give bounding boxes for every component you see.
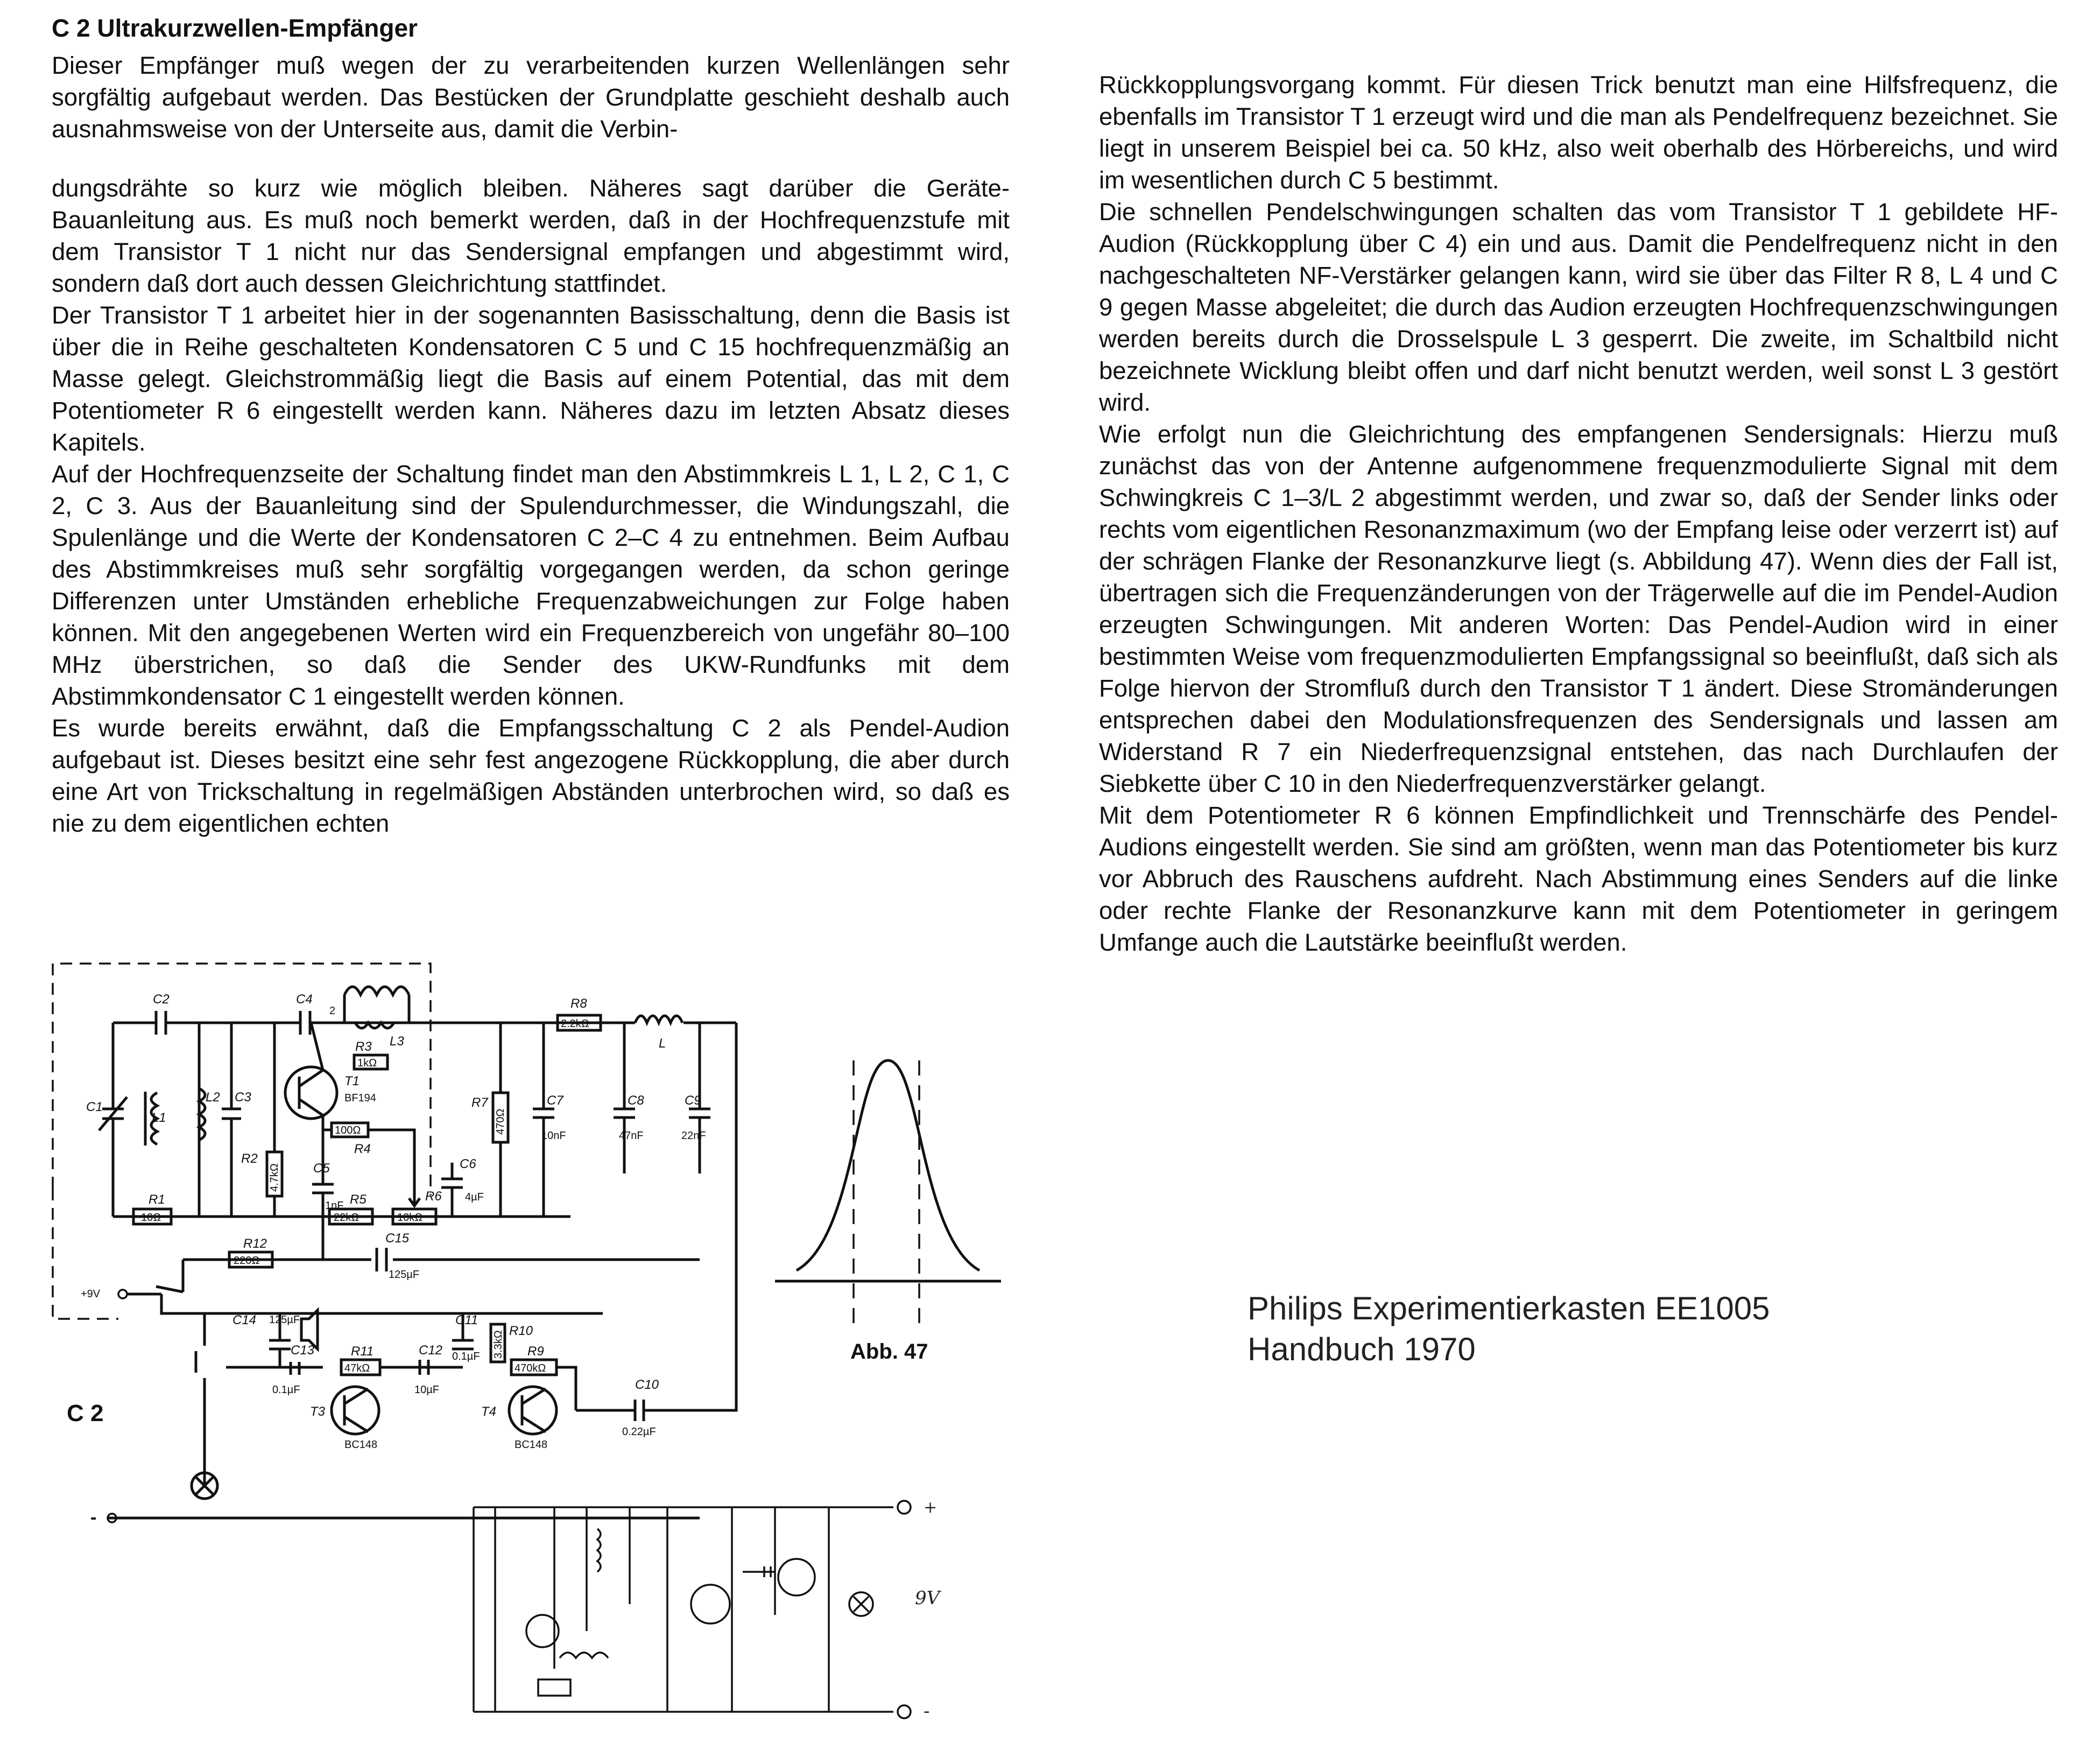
- c8-value: 47nF: [619, 1130, 644, 1142]
- c15-label: C15: [385, 1231, 410, 1246]
- hand-sketch: [463, 1496, 1001, 1733]
- paragraph: Die schnellen Pendelschwingungen schalten das vom Transistor T 1 gebildete HF-Audion (Rückkopplung über C 4) ein und aus. Damit die Pendelfrequenz nicht in den nachgeschalteten NF-Verstärker gelangen kann, wird sie über das Filter R 8, L 4 und C 9 gegen Masse abgeleitet; die durch das Audion erzeugten Hochfrequenzschwingungen werden bereits durch die Drosselspule L 3 gesperrt. Die zweite, im Schaltbild nicht bezeichnete Wicklung bleibt offen und darf nicht benutzt werden, weil sonst L 3 gestört wird.: [1099, 198, 2058, 416]
- c15-value: 125µF: [389, 1269, 420, 1281]
- page-heading: C 2 Ultrakurzwellen-Empfänger: [52, 14, 418, 42]
- left-column-bottom: [52, 172, 1010, 839]
- r9-value: 470kΩ: [515, 1362, 546, 1374]
- paragraph: Dieser Empfänger muß wegen der zu verarbeitenden kurzen Wellenlängen sehr sorgfältig aufgebaut werden. Das Bestücken der Grundplatte geschieht deshalb auch ausnahmsweise von der Unterseite aus, damit die Verbin-: [52, 52, 1010, 143]
- r8-value: 2.2kΩ: [561, 1018, 589, 1030]
- c6-label: C6: [460, 1157, 476, 1171]
- c3-label: C3: [235, 1090, 251, 1105]
- r10-label: R10: [509, 1324, 533, 1338]
- t4-type: BC148: [515, 1439, 548, 1451]
- paragraph: Auf der Hochfrequenzseite der Schaltung findet man den Abstimmkreis L 1, L 2, C 1, C 2, C 3. Aus der Bauanleitung sind der Spulendurchmesser, die Windungszahl, die Spulenlänge und die Werte der Kondensatoren C 2–C 4 zu entnehmen. Beim Aufbau des Abstimmkreises muß sehr sorgfältig vorgegangen werden, da schon geringe Differenzen unter Umständen erhebliche Frequenzabweichungen zur Folge haben können. Mit den angegebenen Werten wird ein Frequenzbereich von ungefähr 80–100 MHz überstrichen, so daß die Sender des UKW-Rundfunks mit dem Abstimmkondensator C 1 eingestellt werden können.: [52, 460, 1010, 710]
- sketch-plus: +: [924, 1498, 938, 1517]
- l3-label: L3: [390, 1034, 404, 1049]
- c7-label: C7: [547, 1093, 563, 1108]
- caption-line-2: Handbuch 1970: [1248, 1331, 1476, 1367]
- t1-type: BF194: [344, 1092, 376, 1104]
- t3-label: T3: [310, 1404, 326, 1419]
- caption-line-1: Philips Experimentierkasten EE1005: [1248, 1290, 1770, 1326]
- paragraph: Rückkopplungsvorgang kommt. Für diesen Trick benutzt man eine Hilfsfrequenz, die ebenfalls im Transistor T 1 erzeugt wird und die man als Pendelfrequenz bezeichnet. Sie liegt in unserem Beispiel bei ca. 50 kHz, also weit oberhalb des Hörbereichs, und wird im wesentlichen durch C 5 bestimmt.: [1099, 71, 2058, 194]
- left-column-top: [52, 50, 1010, 145]
- figure-label: Abb. 47: [850, 1340, 928, 1364]
- r4-value: 100Ω: [335, 1125, 361, 1136]
- r12-label: R12: [243, 1236, 267, 1251]
- r2-value: 4.7kΩ: [269, 1163, 280, 1192]
- c6-value: 4µF: [465, 1191, 484, 1203]
- c13-value: 0.1µF: [272, 1384, 300, 1396]
- r7-label: R7: [471, 1095, 488, 1110]
- right-column: [1099, 69, 2058, 958]
- r2-label: R2: [241, 1151, 258, 1166]
- t1-label: T1: [344, 1074, 360, 1088]
- source-caption: [1248, 1288, 1770, 1370]
- r6-value: 10kΩ: [397, 1212, 423, 1224]
- r3-value: 1kΩ: [357, 1057, 377, 1069]
- c2-label: C2: [153, 992, 170, 1007]
- r6-label: R6: [425, 1189, 442, 1204]
- paragraph: Wie erfolgt nun die Gleichrichtung des empfangenen Sendersignals: Hierzu muß zunächst das von der Antenne aufgenommene frequenzmodulierte Signal mit dem Schwingkreis C 1–3/L 2 abgestimmt werden, und zwar so, daß der Sender links oder rechts vom eigentlichen Resonanzmaximum (wo der Empfang leise oder verzerrt ist) auf der schrägen Flanke der Resonanzkurve liegt (s. Abbildung 47). Wenn dies der Fall ist, übertragen sich die Frequenzänderungen von der Trägerwelle auf die im Pendel-Audion erzeugten Schwingungen. Mit anderen Worten: Das Pendel-Audion wird in einer bestimmten Weise vom frequenzmodulierten Empfangssignal so beeinflußt, daß sich als Folge hiervon der Stromfluß durch den Transistor T 1 ändert. Diese Stromänderungen entsprechen dabei den Modulationsfrequenzen des Sendersignals und lassen am Widerstand R 7 ein Niederfrequenzsignal entstehen, das nach Durchlaufen der Siebkette über C 10 in den Niederfrequenzverstärker gelangt.: [1099, 420, 2058, 797]
- r5-value: 22kΩ: [334, 1212, 360, 1224]
- c9-value: 22nF: [681, 1130, 706, 1142]
- c11-label: C11: [455, 1313, 478, 1327]
- c14-label: C14: [232, 1313, 257, 1327]
- c14-value: 125µF: [269, 1314, 300, 1326]
- c12-label: C12: [419, 1343, 443, 1358]
- c10-label: C10: [635, 1377, 659, 1392]
- r5-label: R5: [350, 1192, 367, 1207]
- c4-label: C4: [296, 992, 313, 1007]
- sketch-supply: 9V: [915, 1587, 940, 1609]
- c5-value: 1nF: [325, 1200, 344, 1212]
- r10-value: 3.3kΩ: [492, 1330, 504, 1359]
- c9-label: C9: [685, 1093, 701, 1108]
- r1-label: R1: [149, 1192, 165, 1207]
- supply-plus-label: +9V: [81, 1288, 101, 1300]
- r12-value: 220Ω: [234, 1255, 260, 1267]
- c5-label: C5: [313, 1161, 330, 1176]
- c13-label: C13: [291, 1343, 315, 1358]
- paragraph: Mit dem Potentiometer R 6 können Empfindlichkeit und Trennschärfe des Pendel-Audions eingestellt werden. Sie sind am größten, wenn man das Potentiometer bis kurz vor Abbruch des Rauschens aufdreht. Nach Abstimmung eines Senders auf die linke oder rechte Flanke der Resonanzkurve kann mit dem Potentiometer in geringem Umfange auch die Lautstärke beeinflußt werden.: [1099, 802, 2058, 956]
- l1-label: L1: [152, 1111, 166, 1125]
- paragraph: dungsdrähte so kurz wie möglich bleiben. Näheres sagt darüber die Geräte-Bauanleitung aus. Es muß noch bemerkt werden, daß in der Hochfrequenzstufe mit dem Transistor T 1 nicht nur das Sendersignal empfangen und abgestimmt wird, sondern daß dort auch dessen Gleichrichtung stattfindet.: [52, 174, 1010, 297]
- l2-label: L2: [206, 1090, 220, 1105]
- r1-value: 10Ω: [141, 1212, 161, 1224]
- tap-label: 2: [329, 1005, 336, 1017]
- t4-label: T4: [481, 1404, 497, 1419]
- resonance-figure: [775, 1044, 1012, 1378]
- r4-label: R4: [354, 1142, 371, 1156]
- r9-label: R9: [527, 1344, 544, 1359]
- c12-value: 10µF: [414, 1384, 439, 1396]
- r11-label: R11: [351, 1344, 374, 1359]
- t3-type: BC148: [344, 1439, 378, 1451]
- paragraph: Der Transistor T 1 arbeitet hier in der sogenannten Basisschaltung, denn die Basis ist über die in Reihe geschalteten Kondensatoren C 5 und C 15 hochfrequenzmäßig an Masse gelegt. Gleichstrommäßig liegt die Basis auf einem Potential, das mit dem Potentiometer R 6 eingestellt werden kann. Näheres dazu im letzten Absatz dieses Kapitels.: [52, 301, 1010, 456]
- c7-value: 10nF: [541, 1130, 566, 1142]
- c10-value: 0.22µF: [622, 1426, 656, 1438]
- r7-value: 470Ω: [495, 1108, 506, 1135]
- c8-label: C8: [628, 1093, 644, 1108]
- paragraph: Es wurde bereits erwähnt, daß die Empfangsschaltung C 2 als Pendel-Audion aufgebaut ist. Dieses besitzt eine sehr fest angezogene Rückkopplung, die aber durch eine Art von Trickschaltung in regelmäßigen Abständen unterbrochen wird, so daß es nie zu dem eigentlichen echten: [52, 714, 1010, 837]
- r11-value: 47kΩ: [344, 1362, 370, 1374]
- r8-label: R8: [570, 996, 587, 1011]
- r3-label: R3: [355, 1039, 372, 1054]
- supply-minus-label: -: [90, 1507, 97, 1528]
- schematic-title: C 2: [67, 1400, 104, 1426]
- c1-label: C1: [86, 1100, 103, 1114]
- sketch-minus: -: [924, 1700, 930, 1722]
- c11-value: 0.1µF: [452, 1351, 480, 1362]
- l4-label: L: [659, 1036, 666, 1051]
- circuit-schematic: [0, 947, 797, 1528]
